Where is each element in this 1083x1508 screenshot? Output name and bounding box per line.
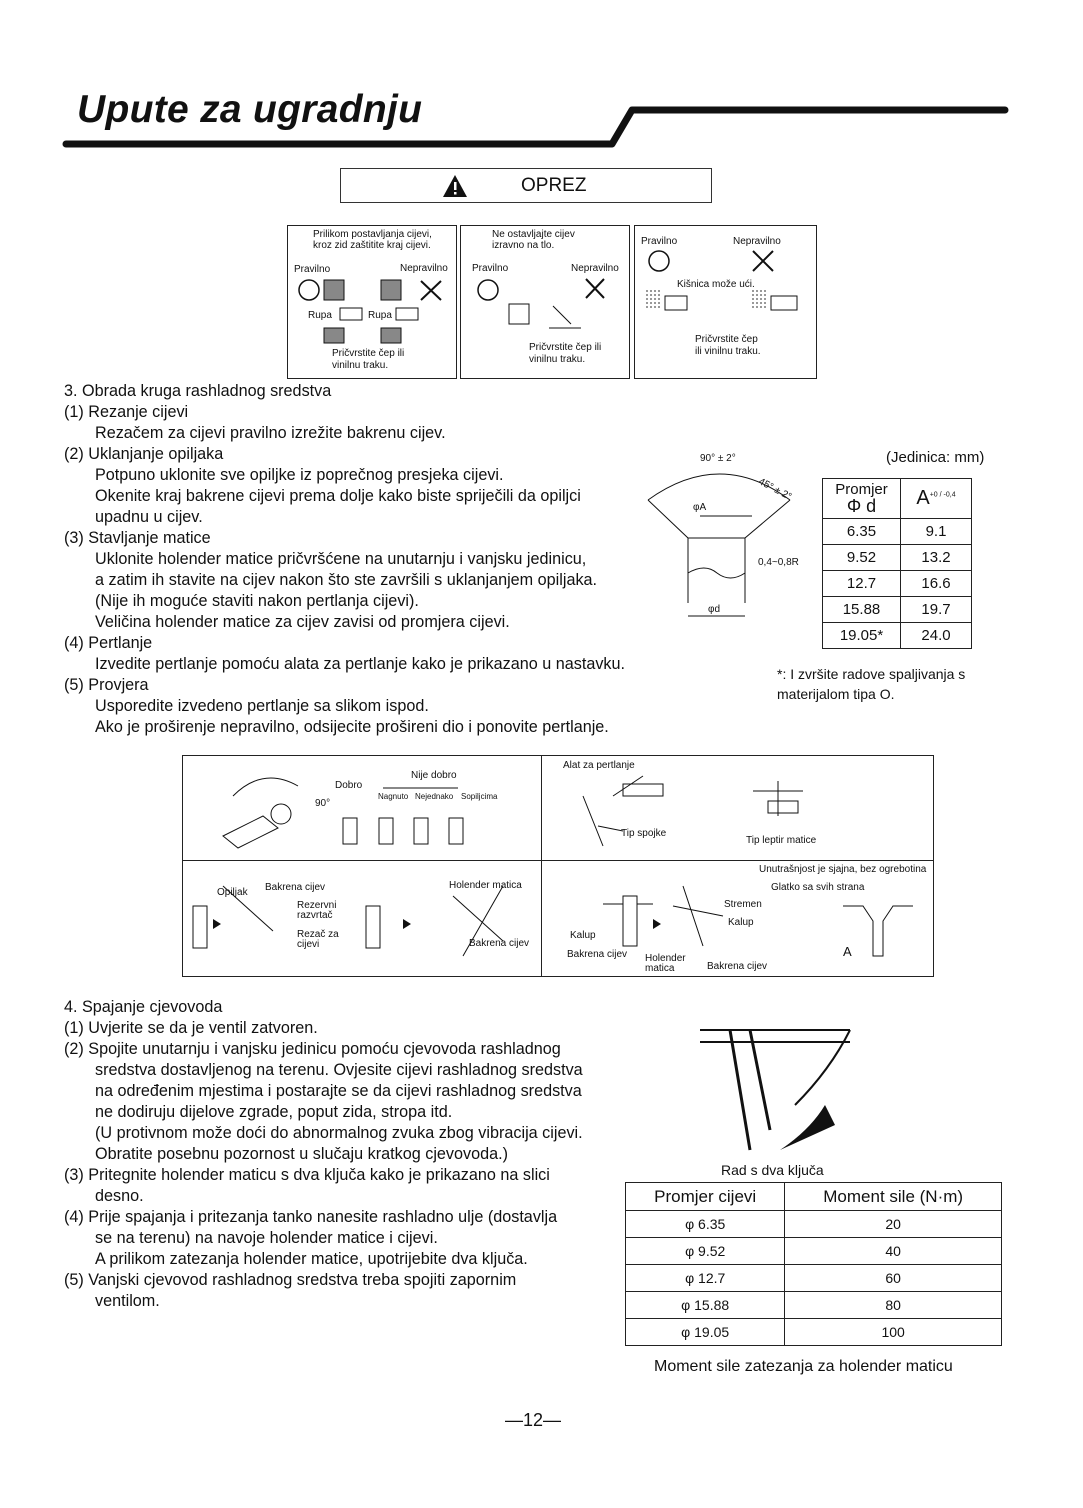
yoke-label: Stremen: [724, 899, 762, 910]
caution-panel-wall: [287, 225, 457, 379]
tip: Pričvrstite čep ili: [529, 342, 602, 353]
text-line: (Nije ih moguće staviti nakon pertlanja cijevi).: [95, 592, 419, 610]
pipe-label: Bakrena cijev: [567, 949, 628, 960]
table-cell: 20: [785, 1211, 1002, 1238]
pipe-label: Bakrena cijev: [469, 938, 530, 949]
text-line: (1) Uvjerite se da je ventil zatvoren.: [64, 1019, 318, 1037]
pipe-label: Bakrena cijev: [265, 882, 326, 893]
table-cell: φ 12.7: [626, 1265, 785, 1292]
warning-icon: [442, 174, 468, 198]
angle-label: 90°: [315, 798, 331, 809]
caution-label: OPREZ: [521, 175, 587, 196]
text-line: (5) Vanjski cjevovod rashladnog sredstva treba spojiti zapornim: [64, 1271, 517, 1289]
header-a: A: [916, 487, 930, 509]
text-line: Ako je proširenje nepravilno, odsijecite prošireni dio i ponovite pertlanje.: [95, 718, 609, 736]
text-line: Uklonite holender matice pričvršćene na unutarnju i vanjsku jedinicu,: [95, 550, 587, 568]
text-line: Izvedite pertlanje pomoću alata za pertlanje kako je prikazano u nastavku.: [95, 655, 626, 673]
table-row: [823, 597, 972, 623]
text-line: na određenim mjestima i postarajte se da cijevi rashladnog sredstva: [95, 1082, 582, 1100]
text-line: (5) Provjera: [64, 676, 149, 694]
rain-warning: Kišnica može ući.: [677, 279, 755, 290]
correct-label: Pravilno: [641, 236, 678, 247]
text: Holender: [645, 953, 686, 964]
caution-panel-rain: [634, 225, 817, 379]
section-pipe-connection: [64, 997, 583, 1312]
note: Prilikom postavljanja cijevi,: [313, 229, 432, 240]
text-line: Obratite posebnu pozornost u slučaju kratkog cjevovoda.): [95, 1145, 509, 1163]
smooth-label: Glatko sa svih strana: [771, 882, 865, 893]
dimension-label: φA: [693, 502, 707, 513]
text: matica: [645, 963, 675, 974]
note-line: *: I zvršite radove spaljivanja s: [777, 666, 966, 682]
hole-label: Rupa: [308, 310, 332, 321]
radius-label: 0,4~0,8R: [758, 557, 799, 568]
table-cell: 40: [785, 1238, 1002, 1265]
tip: Pričvrstite čep: [695, 334, 758, 345]
text-line: 3. Obrada kruga rashladnog sredstva: [64, 382, 332, 400]
header-diameter: Promjer: [835, 480, 888, 498]
bad-cut-label: Nagnuto: [378, 792, 409, 801]
tip: ili vinilnu traku.: [695, 346, 761, 357]
table-cell: 6.35: [823, 519, 901, 545]
text: razvrtač: [297, 910, 333, 921]
table-cell: 9.1: [901, 519, 972, 545]
table-row: [823, 571, 972, 597]
caution-panel-ground: [460, 225, 630, 379]
title-underline: [0, 0, 1083, 160]
table-caption: Moment sile zatezanja za holender maticu: [654, 1358, 953, 1375]
figure-caption: Rad s dva ključa: [721, 1162, 824, 1178]
wrong-label: Nepravilno: [400, 263, 448, 274]
table-row: [823, 623, 972, 649]
table-row: [626, 1265, 1002, 1292]
table-row: [823, 519, 972, 545]
text-line: sredstva dostavljenog na terenu. Ovjesite cijevi rashladnog sredstva: [95, 1061, 583, 1079]
good-label: Dobro: [335, 780, 363, 791]
die-label: Kalup: [570, 930, 596, 941]
angle-label: 45° ± 2°: [756, 476, 794, 503]
text-line: ventilom.: [95, 1292, 160, 1310]
die-label: Kalup: [728, 917, 754, 928]
tolerance: +0 / -0,4: [929, 491, 956, 499]
table-cell: 19.7: [901, 597, 972, 623]
header-torque: Moment sile (N·m): [785, 1183, 1002, 1211]
bad-cut-label: Sopiljcima: [461, 792, 498, 801]
text-line: a zatim ih stavite na cijev nakon što ste završili s uklanjanjem opiljaka.: [95, 571, 598, 589]
tip: Pričvrstite čep ili: [332, 348, 405, 359]
table-cell: 60: [785, 1265, 1002, 1292]
table-cell: 24.0: [901, 623, 972, 649]
page-number: —12—: [505, 1410, 562, 1430]
text-line: (4) Pertlanje: [64, 634, 153, 652]
burr-label: Opiljak: [217, 887, 248, 898]
table-cell: 100: [785, 1319, 1002, 1346]
table-row: [626, 1292, 1002, 1319]
note-line: materijalom tipa O.: [777, 686, 895, 702]
table-row: [626, 1211, 1002, 1238]
table-cell: φ 19.05: [626, 1319, 785, 1346]
text-line: (2) Uklanjanje opiljaka: [64, 445, 224, 463]
page-title: Upute za ugradnju: [77, 88, 423, 131]
header-diameter: Promjer cijevi: [626, 1183, 785, 1211]
table-cell: φ 6.35: [626, 1211, 785, 1238]
table-row: [626, 1238, 1002, 1265]
text-line: (3) Stavljanje matice: [64, 529, 211, 547]
section-refrigerant-processing: [64, 381, 625, 738]
caution-banner: [340, 168, 712, 203]
text-line: Rezačem za cijevi pravilno izrežite bakrenu cijev.: [95, 424, 446, 442]
inside-label: Unutrašnjost je sjajna, bez ogrebotina: [759, 864, 927, 875]
clamp-type-label: Tip spojke: [621, 828, 667, 839]
header-diameter-symbol: Φ d: [846, 495, 877, 516]
text-line: 4. Spajanje cjevovoda: [64, 998, 223, 1016]
table-cell: 12.7: [823, 571, 901, 597]
hole-label: Rupa: [368, 310, 392, 321]
table-cell: 80: [785, 1292, 1002, 1319]
text-line: (U protivnom može doći do abnormalnog zvuka zbog vibracija cijevi.: [95, 1124, 583, 1142]
text-line: desno.: [95, 1187, 144, 1205]
text-line: (1) Rezanje cijevi: [64, 403, 189, 421]
text: cijevi: [297, 939, 320, 950]
table-row: [626, 1319, 1002, 1346]
note: kroz zid zaštitite kraj cijevi.: [313, 240, 431, 251]
text-line: A prilikom zatezanja holender matice, upotrijebite dva ključa.: [95, 1250, 528, 1268]
text: Rezač za: [297, 929, 339, 940]
dimension-label: φd: [708, 604, 721, 615]
tip: vinilnu traku.: [529, 354, 586, 365]
text-line: (2) Spojite unutarnju i vanjsku jedinicu pomoću cjevovoda rashladnog: [64, 1040, 561, 1058]
text-line: (3) Pritegnite holender maticu s dva ključa kako je prikazano na slici: [64, 1166, 550, 1184]
pipe-label: Bakrena cijev: [707, 961, 768, 972]
text-line: Okenite kraj bakrene cijevi prema dolje kako biste spriječili da opiljci: [95, 487, 581, 505]
tool-title: Alat za pertlanje: [563, 760, 635, 771]
note: izravno na tlo.: [492, 240, 555, 251]
text-line: Potpuno uklonite sve opiljke iz poprečnog presjeka cijevi.: [95, 466, 504, 484]
text: Rezervni: [297, 900, 337, 911]
flare-dimension-figure: [640, 448, 820, 628]
wrong-label: Nepravilno: [571, 263, 619, 274]
a-label: A: [843, 944, 852, 959]
tip: vinilnu traku.: [332, 360, 389, 371]
flaring-procedure-diagram: [182, 755, 934, 977]
ground-pipe-illustration: [471, 276, 621, 336]
reamer-label: [297, 901, 336, 921]
text-line: (4) Prije spajanja i pritezanja tanko nanesite rashladno ulje (dostavlja: [64, 1208, 558, 1226]
angle-label: 90° ± 2°: [700, 453, 736, 464]
not-good-label: Nije dobro: [411, 770, 457, 781]
flare-table-note: [777, 664, 965, 704]
table-cell: 9.52: [823, 545, 901, 571]
wing-type-label: Tip leptir matice: [746, 835, 817, 846]
correct-label: Pravilno: [294, 264, 331, 275]
text-line: Usporedite izvedeno pertlanje sa slikom ispod.: [95, 697, 429, 715]
cutter-label: [297, 930, 339, 950]
text-line: ne dodiruju dijelove zgrade, poput zida, stropa itd.: [95, 1103, 453, 1121]
correct-label: Pravilno: [472, 263, 509, 274]
table-row: [823, 545, 972, 571]
nut-label: [645, 954, 686, 974]
table-cell: φ 9.52: [626, 1238, 785, 1265]
nut-label: Holender matica: [449, 880, 522, 891]
bad-cut-label: Nejednako: [415, 792, 454, 801]
two-wrench-illustration: [700, 1010, 860, 1160]
text-line: Veličina holender matice za cijev zavisi od promjera cijevi.: [95, 613, 510, 631]
table-cell: 15.88: [823, 597, 901, 623]
table-cell: 13.2: [901, 545, 972, 571]
text-line: se na terenu) na navoje holender matice i cijevi.: [95, 1229, 438, 1247]
table-cell: 19.05*: [823, 623, 901, 649]
flare-size-table: [822, 478, 972, 649]
torque-table: [625, 1182, 1002, 1346]
table-cell: 16.6: [901, 571, 972, 597]
unit-label: (Jedinica: mm): [886, 449, 985, 466]
table-cell: φ 15.88: [626, 1292, 785, 1319]
text-line: upadnu u cijev.: [95, 508, 203, 526]
wrong-label: Nepravilno: [733, 236, 781, 247]
note: Ne ostavljajte cijev: [492, 229, 575, 240]
